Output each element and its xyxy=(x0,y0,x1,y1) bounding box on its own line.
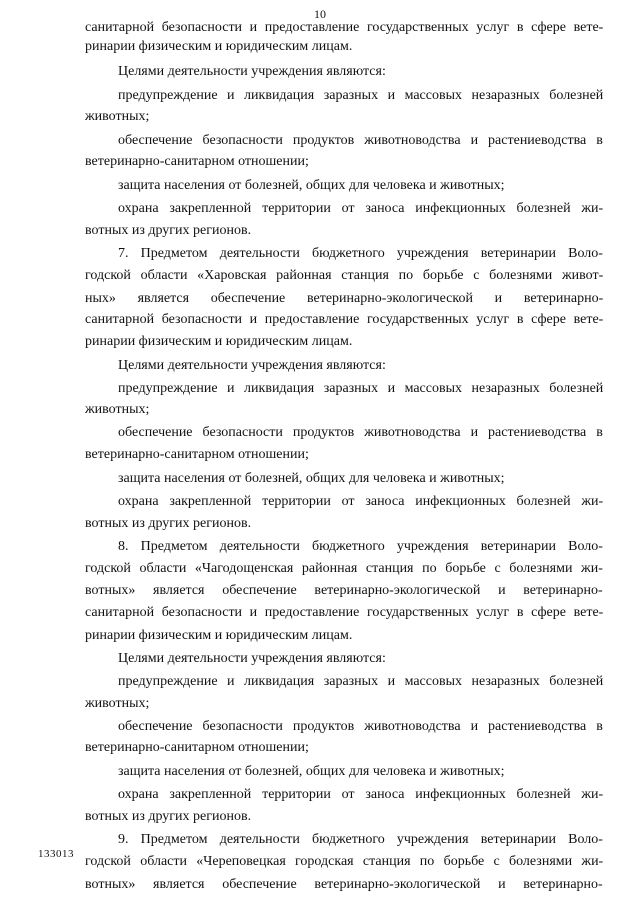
text-line: 9. Предметом деятельности бюджетного учреждения ветеринарии Воло- xyxy=(118,832,603,847)
text-line: животных; xyxy=(85,402,150,417)
text-line: охрана закрепленной территории от заноса инфекционных болезней жи- xyxy=(118,201,604,216)
text-line: ринарии физическим и юридическим лицам. xyxy=(85,628,353,643)
text-line: вотных из других регионов. xyxy=(85,223,252,238)
text-line: годской области «Чагодощенская районная станция по борьбе с болезнями жи- xyxy=(85,561,603,576)
text-line: ветеринарно-санитарном отношении; xyxy=(85,154,309,169)
text-line: предупреждение и ликвидация заразных и массовых незаразных болезней xyxy=(118,381,604,396)
text-line: ринарии физическим и юридическим лицам. xyxy=(85,334,353,349)
page-number: 10 xyxy=(314,7,326,21)
text-line: охрана закрепленной территории от заноса инфекционных болезней жи- xyxy=(118,494,604,509)
text-line: санитарной безопасности и предоставление государственных услуг в сфере вете- xyxy=(85,312,604,327)
text-line: животных; xyxy=(85,109,150,124)
text-line: предупреждение и ликвидация заразных и массовых незаразных болезней xyxy=(118,88,604,103)
text-line: охрана закрепленной территории от заноса инфекционных болезней жи- xyxy=(118,787,604,802)
text-line: обеспечение безопасности продуктов животноводства и растениеводства в xyxy=(118,133,603,148)
text-line: Целями деятельности учреждения являются: xyxy=(118,651,386,666)
text-line: годской области «Харовская районная станция по борьбе с болезнями живот- xyxy=(85,268,604,283)
document-code: 133013 xyxy=(38,848,74,860)
text-line: обеспечение безопасности продуктов животноводства и растениеводства в xyxy=(118,719,603,734)
text-line: обеспечение безопасности продуктов животноводства и растениеводства в xyxy=(118,425,603,440)
text-line: ринарии физическим и юридическим лицам. xyxy=(85,39,353,54)
text-line: 7. Предметом деятельности бюджетного учреждения ветеринарии Воло- xyxy=(118,246,603,261)
text-line: ных» является обеспечение ветеринарно-экологической и ветеринарно- xyxy=(85,291,604,306)
text-line: санитарной безопасности и предоставление государственных услуг в сфере вете- xyxy=(85,605,604,620)
text-line: предупреждение и ликвидация заразных и массовых незаразных болезней xyxy=(118,674,604,689)
text-line: вотных из других регионов. xyxy=(85,516,252,531)
text-line: защита населения от болезней, общих для человека и животных; xyxy=(118,178,505,193)
text-line: вотных» является обеспечение ветеринарно-экологической и ветеринарно- xyxy=(85,583,603,598)
text-line: 8. Предметом деятельности бюджетного учреждения ветеринарии Воло- xyxy=(118,539,603,554)
text-line: Целями деятельности учреждения являются: xyxy=(118,64,386,79)
text-line: санитарной безопасности и предоставление государственных услуг в сфере вете- xyxy=(85,20,604,35)
text-line: животных; xyxy=(85,696,150,711)
text-line: ветеринарно-санитарном отношении; xyxy=(85,447,309,462)
text-line: вотных из других регионов. xyxy=(85,809,252,824)
text-line: защита населения от болезней, общих для человека и животных; xyxy=(118,471,505,486)
text-line: Целями деятельности учреждения являются: xyxy=(118,358,386,373)
text-line: защита населения от болезней, общих для человека и животных; xyxy=(118,764,505,779)
text-line: вотных» является обеспечение ветеринарно-экологической и ветеринарно- xyxy=(85,877,603,892)
text-line: годской области «Череповецкая городская станция по борьбе с болезнями жи- xyxy=(85,854,604,869)
text-line: ветеринарно-санитарном отношении; xyxy=(85,740,309,755)
